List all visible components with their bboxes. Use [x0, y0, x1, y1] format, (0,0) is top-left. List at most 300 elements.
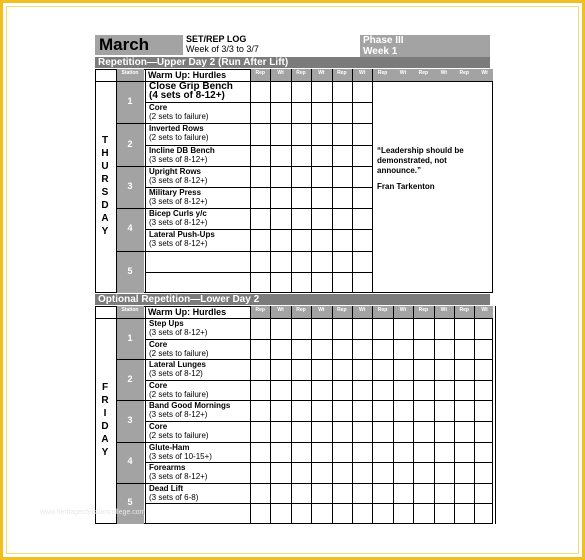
log-entry-cell[interactable]	[352, 483, 372, 504]
station-number: 2	[127, 138, 133, 149]
row-divider	[116, 251, 372, 252]
log-entry-cell[interactable]	[270, 145, 290, 166]
log-entry-cell[interactable]	[352, 400, 372, 421]
log-entry-cell[interactable]	[332, 483, 352, 504]
log-entry-cell[interactable]	[332, 462, 352, 483]
log-entry-cell[interactable]	[454, 503, 474, 524]
exercise-detail: (2 sets to failure)	[149, 133, 209, 143]
log-entry-cell[interactable]	[311, 421, 331, 442]
log-entry-cell[interactable]	[250, 318, 270, 339]
log-entry-cell[interactable]	[352, 251, 372, 272]
log-entry-cell[interactable]	[352, 421, 372, 442]
log-entry-cell[interactable]	[454, 400, 474, 421]
log-entry-cell[interactable]	[291, 359, 311, 380]
log-entry-cell[interactable]	[413, 339, 433, 360]
log-entry-cell[interactable]	[270, 272, 290, 293]
wt-column-header: Wt	[440, 70, 447, 76]
exercise-detail: (3 sets of 8-12+)	[149, 197, 208, 206]
grid-column-divider	[311, 69, 312, 293]
day-letter: F	[101, 382, 109, 393]
log-entry-cell[interactable]	[332, 145, 352, 166]
log-entry-cell[interactable]	[352, 359, 372, 380]
log-entry-cell[interactable]	[270, 318, 290, 339]
phase-label: Phase III	[363, 35, 404, 46]
warmup-label: Warm Up: Hurdles	[148, 70, 227, 80]
log-entry-cell[interactable]	[434, 339, 454, 360]
quote-author: Fran Tarkenton	[377, 182, 435, 191]
log-entry-cell[interactable]	[291, 208, 311, 229]
log-entry-cell[interactable]	[332, 102, 352, 123]
log-entry-cell[interactable]	[393, 339, 413, 360]
log-entry-cell[interactable]	[332, 272, 352, 293]
log-entry-cell[interactable]	[454, 380, 474, 401]
log-entry-cell[interactable]	[352, 339, 372, 360]
exercise-detail: (3 sets of 8-12+)	[149, 218, 208, 228]
log-entry-cell[interactable]	[413, 421, 433, 442]
log-entry-cell[interactable]	[311, 483, 331, 504]
log-entry-cell[interactable]	[454, 339, 474, 360]
station-header: Station	[121, 307, 139, 313]
grid-column-divider	[291, 306, 292, 524]
log-entry-cell[interactable]	[352, 145, 372, 166]
log-entry-cell[interactable]	[434, 442, 454, 463]
exercise-name: Core	[149, 422, 168, 431]
log-entry-cell[interactable]	[372, 400, 392, 421]
log-entry-cell[interactable]	[413, 380, 433, 401]
log-entry-cell[interactable]	[311, 81, 331, 102]
log-entry-cell[interactable]	[332, 421, 352, 442]
log-entry-cell[interactable]	[250, 483, 270, 504]
log-entry-cell[interactable]	[291, 421, 311, 442]
log-entry-cell[interactable]	[332, 359, 352, 380]
row-divider	[145, 421, 493, 422]
log-entry-cell[interactable]	[291, 462, 311, 483]
log-entry-cell[interactable]	[393, 503, 413, 524]
log-entry-cell[interactable]	[332, 442, 352, 463]
log-entry-cell[interactable]	[291, 81, 311, 102]
log-entry-cell[interactable]	[250, 123, 270, 144]
station-header: Station	[121, 70, 139, 76]
log-entry-cell[interactable]	[332, 81, 352, 102]
log-entry-cell[interactable]	[332, 339, 352, 360]
month-box	[95, 35, 183, 55]
log-entry-cell[interactable]	[352, 166, 372, 187]
log-entry-cell[interactable]	[454, 421, 474, 442]
log-entry-cell[interactable]	[474, 318, 494, 339]
row-divider	[116, 123, 372, 124]
rep-column-header: Rep	[459, 70, 469, 76]
station-number: 3	[127, 415, 133, 425]
row-divider	[145, 102, 372, 103]
log-entry-cell[interactable]	[454, 318, 474, 339]
exercise-name: Forearms	[149, 463, 186, 473]
log-entry-cell[interactable]	[250, 359, 270, 380]
row-divider	[116, 442, 493, 443]
log-entry-cell[interactable]	[291, 318, 311, 339]
log-entry-cell[interactable]	[311, 251, 331, 272]
thursday-banner: Repetition—Upper Day 2 (Run After Lift)	[95, 57, 490, 68]
exercise-detail: (3 sets of 8-12+)	[149, 154, 208, 164]
rep-column-header: Rep	[418, 307, 429, 313]
wt-column-header: Wt	[318, 307, 325, 313]
log-entry-cell[interactable]	[270, 166, 290, 187]
station-number: 1	[127, 332, 133, 343]
exercise-name: Core	[149, 103, 168, 113]
log-entry-cell[interactable]	[332, 251, 352, 272]
log-entry-cell[interactable]	[332, 229, 352, 250]
log-entry-cell[interactable]	[372, 442, 392, 463]
quote-block	[377, 146, 489, 192]
log-entry-cell[interactable]	[352, 123, 372, 144]
day-letter: Y	[101, 447, 109, 458]
watermark-text: www.heritagechristiancollege.com	[40, 509, 146, 516]
day-letter: R	[101, 395, 109, 406]
log-entry-cell[interactable]	[352, 442, 372, 463]
grid-column-divider	[434, 306, 435, 524]
log-entry-cell[interactable]	[311, 400, 331, 421]
log-entry-cell[interactable]	[454, 462, 474, 483]
log-entry-cell[interactable]	[352, 187, 372, 208]
log-entry-cell[interactable]	[332, 380, 352, 401]
wt-column-header: Wt	[481, 307, 488, 313]
grid-column-divider	[495, 306, 496, 524]
log-entry-cell[interactable]	[250, 229, 270, 250]
row-divider	[145, 380, 493, 381]
log-entry-cell[interactable]	[311, 339, 331, 360]
log-entry-cell[interactable]	[393, 462, 413, 483]
grid-column-divider	[270, 69, 271, 293]
log-entry-cell[interactable]	[332, 187, 352, 208]
log-entry-cell[interactable]	[270, 503, 290, 524]
exercise-detail: (3 sets of 8-12)	[149, 369, 203, 379]
exercise-name: Upright Rows	[149, 166, 201, 176]
log-entry-cell[interactable]	[250, 251, 270, 272]
wt-column-header: Wt	[481, 70, 488, 76]
day-letter: S	[101, 187, 109, 198]
log-entry-cell[interactable]	[270, 187, 290, 208]
log-entry-cell[interactable]	[270, 380, 290, 401]
day-letter: R	[101, 174, 109, 185]
grid-column-divider	[413, 306, 414, 524]
day-letter: A	[101, 434, 109, 445]
rep-column-header: Rep	[418, 70, 429, 76]
log-entry-cell[interactable]	[270, 339, 290, 360]
log-entry-cell[interactable]	[434, 359, 454, 380]
exercise-name: Core	[149, 380, 168, 390]
log-entry-cell[interactable]	[372, 462, 392, 483]
day-letter: A	[101, 213, 109, 224]
rep-column-header: Rep	[377, 307, 388, 313]
log-entry-cell[interactable]	[352, 318, 372, 339]
log-entry-cell[interactable]	[250, 272, 270, 293]
exercise-detail: (4 sets of 8-12+)	[149, 91, 225, 101]
log-entry-cell[interactable]	[291, 442, 311, 463]
log-entry-cell[interactable]	[372, 318, 392, 339]
log-entry-cell[interactable]	[413, 400, 433, 421]
day-letter: U	[101, 161, 109, 172]
exercise-detail: (3 sets of 6-8)	[149, 492, 199, 502]
log-entry-cell[interactable]	[454, 359, 474, 380]
log-entry-cell[interactable]	[332, 123, 352, 144]
row-divider	[145, 187, 372, 188]
log-entry-cell[interactable]	[311, 187, 331, 208]
log-entry-cell[interactable]	[311, 442, 331, 463]
log-entry-cell[interactable]	[311, 166, 331, 187]
log-entry-cell[interactable]	[352, 208, 372, 229]
log-entry-cell[interactable]	[352, 102, 372, 123]
log-entry-cell[interactable]	[250, 145, 270, 166]
log-entry-cell[interactable]	[474, 462, 494, 483]
wt-column-header: Wt	[359, 307, 366, 313]
log-entry-cell[interactable]	[270, 400, 290, 421]
log-title-block	[186, 34, 356, 56]
log-entry-cell[interactable]	[250, 442, 270, 463]
row-divider	[116, 359, 493, 360]
log-entry-cell[interactable]	[352, 380, 372, 401]
week-range: Week of 3/3 to 3/7	[186, 44, 259, 54]
log-entry-cell[interactable]	[270, 123, 290, 144]
exercise-detail: (3 sets of 8-12+)	[149, 472, 208, 482]
day-letter: D	[101, 421, 109, 432]
log-entry-cell[interactable]	[434, 483, 454, 504]
log-entry-cell[interactable]	[250, 339, 270, 360]
wt-column-header: Wt	[440, 307, 447, 313]
wt-column-header: Wt	[277, 307, 284, 313]
log-entry-cell[interactable]	[291, 102, 311, 123]
exercise-detail: (2 sets to failure)	[149, 348, 209, 358]
exercise-detail: (3 sets of 10-15+)	[149, 451, 212, 461]
log-entry-cell[interactable]	[311, 145, 331, 166]
log-entry-cell[interactable]	[270, 462, 290, 483]
log-entry-cell[interactable]	[311, 359, 331, 380]
log-entry-cell[interactable]	[291, 229, 311, 250]
exercise-name: Glute-Ham	[149, 442, 190, 452]
log-entry-cell[interactable]	[250, 208, 270, 229]
log-entry-cell[interactable]	[311, 123, 331, 144]
log-entry-cell[interactable]	[291, 251, 311, 272]
log-entry-cell[interactable]	[474, 400, 494, 421]
log-entry-cell[interactable]	[250, 166, 270, 187]
log-entry-cell[interactable]	[352, 462, 372, 483]
log-entry-cell[interactable]	[291, 145, 311, 166]
log-entry-cell[interactable]	[291, 187, 311, 208]
log-entry-cell[interactable]	[291, 272, 311, 293]
log-entry-cell[interactable]	[250, 462, 270, 483]
exercise-detail: (2 sets to failure)	[149, 389, 209, 399]
day-letter: T	[101, 135, 109, 146]
row-divider	[145, 503, 493, 504]
log-entry-cell[interactable]	[393, 318, 413, 339]
rep-column-header: Rep	[296, 307, 306, 313]
log-entry-cell[interactable]	[474, 442, 494, 463]
log-entry-cell[interactable]	[270, 483, 290, 504]
log-entry-cell[interactable]	[413, 483, 433, 504]
row-divider	[116, 400, 493, 401]
log-entry-cell[interactable]	[372, 359, 392, 380]
log-entry-cell[interactable]	[474, 483, 494, 504]
log-entry-cell[interactable]	[413, 442, 433, 463]
log-entry-cell[interactable]	[250, 187, 270, 208]
log-entry-cell[interactable]	[372, 483, 392, 504]
log-entry-cell[interactable]	[393, 421, 413, 442]
log-entry-cell[interactable]	[311, 229, 331, 250]
log-entry-cell[interactable]	[270, 251, 290, 272]
log-entry-cell[interactable]	[311, 272, 331, 293]
exercise-detail: (3 sets of 8-12+)	[149, 328, 208, 337]
exercise-detail: (2 sets to failure)	[149, 431, 209, 440]
log-entry-cell[interactable]	[270, 442, 290, 463]
log-entry-cell[interactable]	[454, 442, 474, 463]
row-divider	[116, 208, 372, 209]
log-entry-cell[interactable]	[352, 229, 372, 250]
grid-column-divider	[372, 69, 373, 293]
log-entry-cell[interactable]	[434, 318, 454, 339]
log-entry-cell[interactable]	[332, 208, 352, 229]
row-divider	[145, 339, 493, 340]
log-entry-cell[interactable]	[413, 318, 433, 339]
log-entry-cell[interactable]	[332, 400, 352, 421]
log-entry-cell[interactable]	[413, 462, 433, 483]
log-entry-cell[interactable]	[311, 380, 331, 401]
log-entry-cell[interactable]	[270, 421, 290, 442]
log-entry-cell[interactable]	[291, 503, 311, 524]
log-entry-cell[interactable]	[434, 400, 454, 421]
row-divider	[145, 462, 493, 463]
log-entry-cell[interactable]	[372, 503, 392, 524]
exercise-name: Military Press	[149, 188, 202, 197]
log-entry-cell[interactable]	[311, 462, 331, 483]
wt-column-header: Wt	[277, 70, 284, 76]
log-entry-cell[interactable]	[474, 380, 494, 401]
exercise-name: Core	[149, 339, 168, 349]
log-entry-cell[interactable]	[434, 421, 454, 442]
log-title: SET/REP LOG	[186, 34, 247, 44]
week-label: Week 1	[363, 46, 398, 57]
log-entry-cell[interactable]	[413, 359, 433, 380]
grid-column-divider	[291, 69, 292, 293]
log-entry-cell[interactable]	[352, 81, 372, 102]
log-entry-cell[interactable]	[291, 166, 311, 187]
log-entry-cell[interactable]	[434, 380, 454, 401]
station-number: 3	[127, 181, 133, 191]
grid-column-divider	[332, 306, 333, 524]
exercise-name: Bicep Curls y/c	[149, 209, 207, 219]
log-entry-cell[interactable]	[352, 503, 372, 524]
exercise-detail: (3 sets of 8-12+)	[149, 175, 208, 185]
rep-column-header: Rep	[459, 307, 469, 313]
warmup-label: Warm Up: Hurdles	[148, 307, 227, 317]
log-entry-cell[interactable]	[332, 166, 352, 187]
friday-banner: Optional Repetition—Lower Day 2	[95, 294, 490, 305]
month-title: March	[99, 35, 150, 54]
exercise-name: Lateral Lunges	[149, 360, 206, 370]
log-entry-cell[interactable]	[250, 503, 270, 524]
log-entry-cell[interactable]	[311, 102, 331, 123]
station-number: 2	[127, 373, 133, 384]
log-entry-cell[interactable]	[393, 442, 413, 463]
log-entry-cell[interactable]	[270, 81, 290, 102]
log-entry-cell[interactable]	[474, 503, 494, 524]
station-number: 4	[127, 223, 133, 234]
log-entry-cell[interactable]	[393, 359, 413, 380]
day-letter: I	[103, 408, 107, 419]
log-entry-cell[interactable]	[372, 380, 392, 401]
log-entry-cell[interactable]	[270, 229, 290, 250]
log-entry-cell[interactable]	[393, 380, 413, 401]
station-number: 4	[127, 456, 133, 467]
log-entry-cell[interactable]	[291, 339, 311, 360]
exercise-name: Close Grip Bench	[149, 82, 233, 92]
log-entry-cell[interactable]	[250, 421, 270, 442]
exercise-name: Dead Lift	[149, 483, 184, 493]
log-entry-cell[interactable]	[311, 503, 331, 524]
log-entry-cell[interactable]	[434, 462, 454, 483]
rep-column-header: Rep	[255, 307, 265, 313]
log-entry-cell[interactable]	[332, 318, 352, 339]
grid-column-divider	[332, 69, 333, 293]
log-entry-cell[interactable]	[270, 102, 290, 123]
day-letter: Y	[101, 226, 109, 237]
log-entry-cell[interactable]	[393, 483, 413, 504]
phase-box	[360, 35, 490, 57]
wt-column-header: Wt	[359, 70, 366, 76]
exercise-detail: (3 sets of 8-12+)	[149, 410, 208, 420]
log-entry-cell[interactable]	[393, 400, 413, 421]
log-entry-cell[interactable]	[311, 318, 331, 339]
log-entry-cell[interactable]	[250, 400, 270, 421]
log-entry-cell[interactable]	[311, 208, 331, 229]
rep-column-header: Rep	[337, 70, 347, 76]
log-entry-cell[interactable]	[372, 339, 392, 360]
log-entry-cell[interactable]	[372, 421, 392, 442]
log-entry-cell[interactable]	[413, 503, 433, 524]
log-entry-cell[interactable]	[332, 503, 352, 524]
log-entry-cell[interactable]	[474, 339, 494, 360]
rep-column-header: Rep	[337, 307, 347, 313]
log-entry-cell[interactable]	[250, 81, 270, 102]
quote-text: “Leadership should be demonstrated, not announce.”	[377, 146, 464, 175]
station-number: 5	[127, 265, 133, 276]
grid-column-divider	[474, 306, 475, 524]
rep-column-header: Rep	[296, 70, 306, 76]
log-entry-cell[interactable]	[270, 208, 290, 229]
grid-column-divider	[372, 306, 373, 524]
day-letter: H	[101, 148, 109, 159]
log-entry-cell[interactable]	[291, 400, 311, 421]
log-entry-cell[interactable]	[474, 359, 494, 380]
log-entry-cell[interactable]	[250, 380, 270, 401]
log-entry-cell[interactable]	[291, 380, 311, 401]
log-entry-cell[interactable]	[291, 123, 311, 144]
exercise-name: Step Ups	[149, 319, 184, 328]
station-number: 1	[127, 96, 133, 107]
row-divider	[116, 483, 493, 484]
grid-column-divider	[352, 306, 353, 524]
exercise-name: Inverted Rows	[149, 124, 204, 134]
log-entry-cell[interactable]	[250, 102, 270, 123]
log-entry-cell[interactable]	[454, 483, 474, 504]
row-divider	[145, 272, 372, 273]
log-entry-cell[interactable]	[474, 421, 494, 442]
grid-column-divider	[352, 69, 353, 293]
log-entry-cell[interactable]	[434, 503, 454, 524]
day-letter: D	[101, 200, 109, 211]
log-entry-cell[interactable]	[352, 272, 372, 293]
log-entry-cell[interactable]	[291, 483, 311, 504]
exercise-detail: (2 sets to failure)	[149, 112, 209, 122]
wt-column-header: Wt	[399, 307, 407, 313]
log-entry-cell[interactable]	[270, 359, 290, 380]
